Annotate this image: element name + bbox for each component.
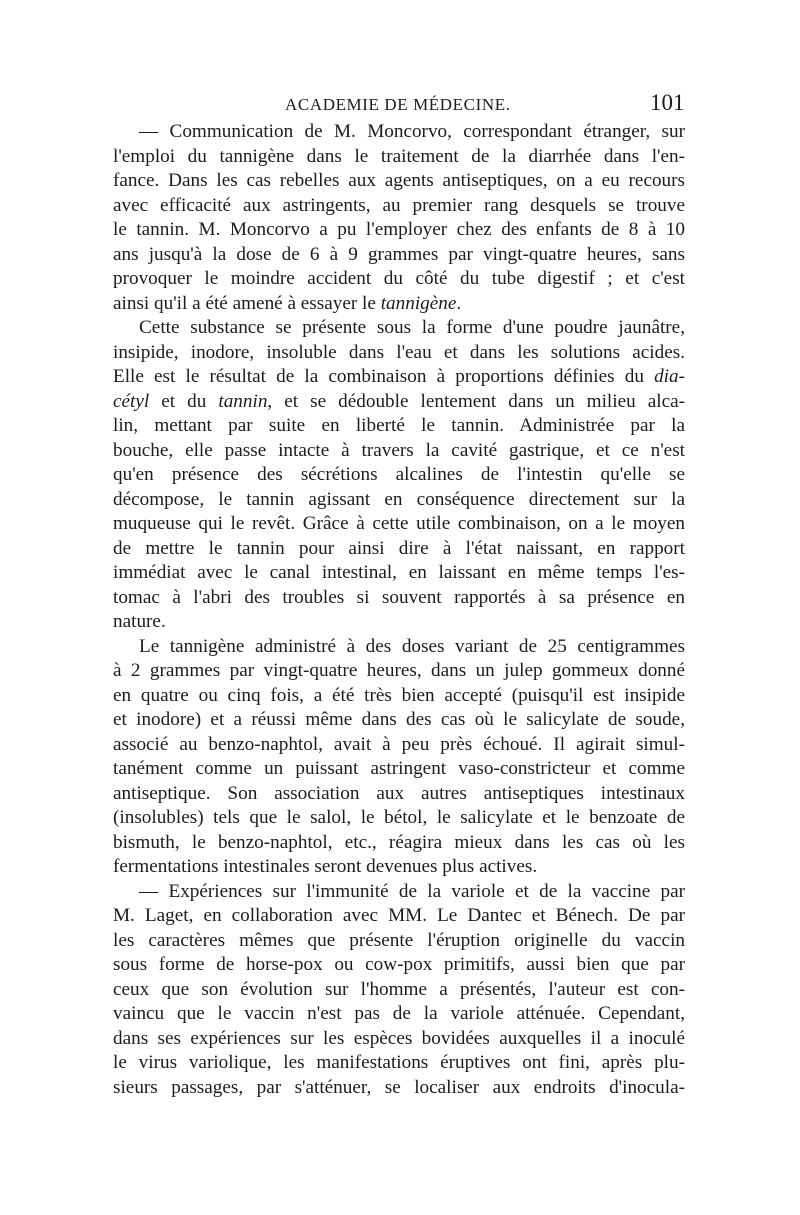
- text-line: [113, 1027, 685, 1052]
- text-line: [113, 561, 685, 586]
- text-run: Elle est le résultat de la combinaison à proportions définies du: [113, 366, 655, 387]
- text-line: [113, 120, 685, 145]
- text-run: ceux que son évolution sur l'homme a présentés, l'auteur est con-: [113, 978, 685, 1000]
- text-line: [113, 537, 685, 562]
- text-line: [113, 806, 685, 831]
- text-run: Cette substance se présente sous la forme d'une poudre jaunâtre,: [139, 317, 685, 338]
- text-run: Le tannigène administré à des doses variant de 25 centigrammes: [139, 635, 685, 657]
- text-run: et inodore) et a réussi même dans des cas où le salicylate de soude,: [113, 709, 685, 730]
- text-line: [113, 1051, 685, 1076]
- text-line: [113, 414, 685, 439]
- text-line: [113, 488, 685, 513]
- text-line: [113, 855, 685, 880]
- text-run: nature.: [113, 611, 166, 632]
- text-line: [113, 659, 685, 684]
- text-run: de mettre le tannin pour ainsi dire à l'état naissant, en rapport: [113, 537, 685, 559]
- text-line: [113, 904, 685, 929]
- text-run: , et se dédouble lentement dans un milieu alca-: [267, 390, 685, 412]
- text-line: [113, 782, 685, 807]
- text-line: [113, 586, 685, 611]
- text-run: tomac à l'abri des troubles si souvent rapportés à sa présence en: [113, 586, 685, 608]
- text-run: provoquer le moindre accident du côté du tube digestif ; et c'est: [113, 268, 685, 289]
- text-run: lin, mettant par suite en liberté le tannin. Administrée par la: [113, 415, 685, 436]
- text-line: [113, 218, 685, 243]
- text-line: [113, 512, 685, 537]
- text-run: fermentations intestinales seront devenues plus actives.: [113, 856, 538, 877]
- text-run: l'emploi du tannigène dans le traitement de la diarrhée dans l'en-: [113, 145, 685, 167]
- text-line: [113, 292, 685, 317]
- text-run: le tannin. M. Moncorvo a pu l'employer chez des enfants de 8 à 10: [113, 219, 685, 240]
- text-run: le virus variolique, les manifestations éruptives ont fini, après plu-: [113, 1052, 685, 1073]
- text-line: [113, 831, 685, 856]
- italic-term: dia-: [654, 366, 685, 387]
- text-line: [113, 365, 685, 390]
- text-line: [113, 145, 685, 170]
- text-line: [113, 757, 685, 782]
- text-line: [113, 929, 685, 954]
- text-line: [113, 610, 685, 635]
- text-run: insipide, inodore, insoluble dans l'eau et dans les solutions acides.: [113, 341, 685, 363]
- text-run: à 2 grammes par vingt-quatre heures, dans un julep gommeux donné: [113, 660, 685, 681]
- text-run: sous forme de horse-pox ou cow-pox primitifs, aussi bien que par: [113, 954, 685, 975]
- text-run: antiseptique. Son association aux autres antiseptiques intestinaux: [113, 782, 685, 804]
- text-line: [113, 684, 685, 709]
- text-line: [113, 978, 685, 1003]
- text-run: vaincu que le vaccin n'est pas de la variole atténuée. Cependant,: [113, 1003, 685, 1024]
- text-run: — Communication de M. Moncorvo, correspondant étranger, sur: [139, 121, 685, 142]
- text-line: [113, 390, 685, 415]
- text-run: associé au benzo-naphtol, avait à peu près échoué. Il agirait simul-: [113, 733, 685, 755]
- text-run: les caractères mêmes que présente l'éruption originelle du vaccin: [113, 929, 685, 951]
- text-run: en quatre ou cinq fois, a été très bien accepté (puisqu'il est insipide: [113, 684, 685, 706]
- text-run: (insolubles) tels que le salol, le bétol, le salicylate et le benzoate de: [113, 807, 685, 828]
- text-run: .: [456, 292, 462, 314]
- text-line: [113, 439, 685, 464]
- text-line: [113, 953, 685, 978]
- text-run: qu'en présence des sécrétions alcalines de l'intestin qu'elle se: [113, 464, 685, 485]
- text-run: muqueuse qui le revêt. Grâce à cette utile combinaison, on a le moyen: [113, 513, 685, 534]
- text-line: [113, 733, 685, 758]
- text-run: tanément comme un puissant astringent vaso-constricteur et comme: [113, 758, 685, 779]
- text-run: avec efficacité aux astringents, au premier rang desquels se trouve: [113, 194, 685, 216]
- italic-term: cétyl: [113, 390, 150, 412]
- text-line: [113, 708, 685, 733]
- text-run: M. Laget, en collaboration avec MM. Le Dantec et Bénech. De par: [113, 905, 685, 926]
- text-run: ainsi qu'il a été amené à essayer le: [113, 292, 381, 314]
- body-text: [113, 120, 685, 1100]
- text-line: [113, 243, 685, 268]
- text-run: ans jusqu'à la dose de 6 à 9 grammes par vingt-quatre heures, sans: [113, 243, 685, 265]
- text-run: dans ses expériences sur les espèces bovidées auxquelles il a inoculé: [113, 1027, 685, 1049]
- text-run: — Expériences sur l'immunité de la variole et de la vaccine par: [139, 880, 685, 902]
- text-run: fance. Dans les cas rebelles aux agents antiseptiques, on a eu recours: [113, 170, 685, 191]
- text-line: [113, 635, 685, 660]
- text-line: [113, 316, 685, 341]
- running-header: ACADEMIE DE MÉDECINE.: [285, 95, 511, 114]
- text-line: [113, 1076, 685, 1101]
- text-run: bismuth, le benzo-naphtol, etc., réagira mieux dans les cas où les: [113, 831, 685, 853]
- text-line: [113, 1002, 685, 1027]
- text-line: [113, 880, 685, 905]
- text-line: [113, 463, 685, 488]
- page-number: 101: [650, 90, 685, 115]
- italic-term: tannin: [218, 390, 268, 412]
- text-run: décompose, le tannin agissant en conséquence directement sur la: [113, 488, 685, 510]
- text-line: [113, 341, 685, 366]
- text-run: sieurs passages, par s'atténuer, se localiser aux endroits d'inocula-: [113, 1076, 685, 1098]
- text-run: bouche, elle passe intacte à travers la cavité gastrique, et ce n'est: [113, 439, 685, 461]
- text-line: [113, 194, 685, 219]
- text-run: et du: [149, 390, 219, 412]
- italic-term: tannigène: [380, 292, 457, 314]
- text-line: [113, 267, 685, 292]
- text-line: [113, 169, 685, 194]
- text-run: immédiat avec le canal intestinal, en laissant en même temps l'es-: [113, 562, 685, 583]
